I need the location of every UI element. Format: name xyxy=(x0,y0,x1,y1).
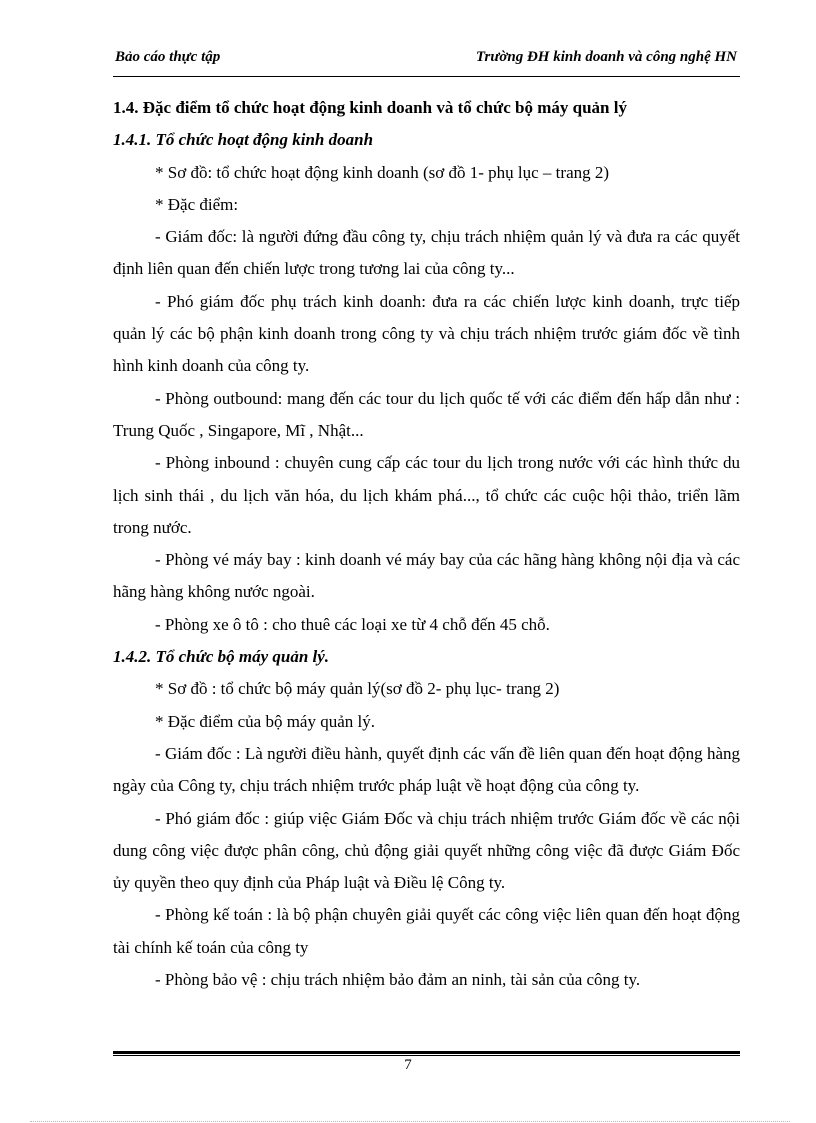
paragraph: - Phó giám đốc : giúp việc Giám Đốc và chịu trách nhiệm trước Giám đốc về các nội dung công việc được phân công, chủ động giải quyết những công việc đã được Giám Đốc ủy quyền theo quy định của Pháp luật và Điều lệ Công ty. xyxy=(113,808,740,893)
paragraph: * Sơ đồ: tổ chức hoạt động kinh doanh (sơ đồ 1- phụ lục – trang 2) xyxy=(155,162,610,182)
paragraph: - Phòng bảo vệ : chịu trách nhiệm bảo đảm an ninh, tài sản của công ty. xyxy=(155,970,641,990)
paragraph: - Phòng kế toán : là bộ phận chuyên giải quyết các công việc liên quan đến hoạt động tài chính kế toán của công ty xyxy=(113,905,740,957)
header-university-name: Trường ĐH kinh doanh và công nghệ HN xyxy=(475,49,737,65)
paragraph: - Phòng xe ô tô : cho thuê các loại xe từ 4 chỗ đến 45 chỗ. xyxy=(155,614,550,634)
document-body xyxy=(113,92,740,996)
page-number: 7 xyxy=(404,1057,412,1073)
header-divider xyxy=(113,76,740,77)
paragraph: * Đặc điểm: xyxy=(155,194,239,214)
paragraph: - Phòng outbound: mang đến các tour du lịch quốc tế với các điểm đến hấp dẫn như : Trung Quốc , Singapore, Mĩ , Nhật... xyxy=(113,388,740,440)
section-heading-1-4-2: 1.4.2. Tổ chức bộ máy quản lý. xyxy=(113,647,330,667)
footer-divider-thin xyxy=(113,1055,740,1056)
page-header xyxy=(113,47,739,69)
paragraph: * Đặc điểm của bộ máy quản lý. xyxy=(155,711,375,731)
header-report-title: Bảo cáo thực tập xyxy=(115,49,221,65)
section-heading-1-4: 1.4. Đặc điểm tổ chức hoạt động kinh doanh và tổ chức bộ máy quản lý xyxy=(113,98,627,117)
paragraph: - Phòng inbound : chuyên cung cấp các tour du lịch trong nước với các hình thức du lịch sinh thái , du lịch văn hóa, du lịch khám phá..., tổ chức các cuộc hội thảo, triển lãm trong nước. xyxy=(113,453,740,537)
paragraph: - Giám đốc: là người đứng đầu công ty, chịu trách nhiệm quản lý và đưa ra các quyết định liên quan đến chiến lược trong tương lai của công ty... xyxy=(113,227,740,279)
paragraph: - Phòng vé máy bay : kinh doanh vé máy bay của các hãng hàng không nội địa và các hãng hàng không nước ngoài. xyxy=(113,550,740,602)
footer-divider-thick xyxy=(113,1051,740,1054)
page-edge-divider xyxy=(30,1121,790,1122)
paragraph: - Phó giám đốc phụ trách kinh doanh: đưa ra các chiến lược kinh doanh, trực tiếp quản lý các bộ phận kinh doanh trong công ty và chịu trách nhiệm trước giám đốc về tình hình kinh doanh của công ty. xyxy=(113,291,740,376)
paragraph: * Sơ đồ : tổ chức bộ máy quản lý(sơ đồ 2- phụ lục- trang 2) xyxy=(155,679,560,699)
section-heading-1-4-1: 1.4.1. Tổ chức hoạt động kinh doanh xyxy=(113,130,374,150)
paragraph: - Giám đốc : Là người điều hành, quyết định các vấn đề liên quan đến hoạt động hàng ngày của Công ty, chịu trách nhiệm trước pháp luật về hoạt động của công ty. xyxy=(113,743,740,796)
